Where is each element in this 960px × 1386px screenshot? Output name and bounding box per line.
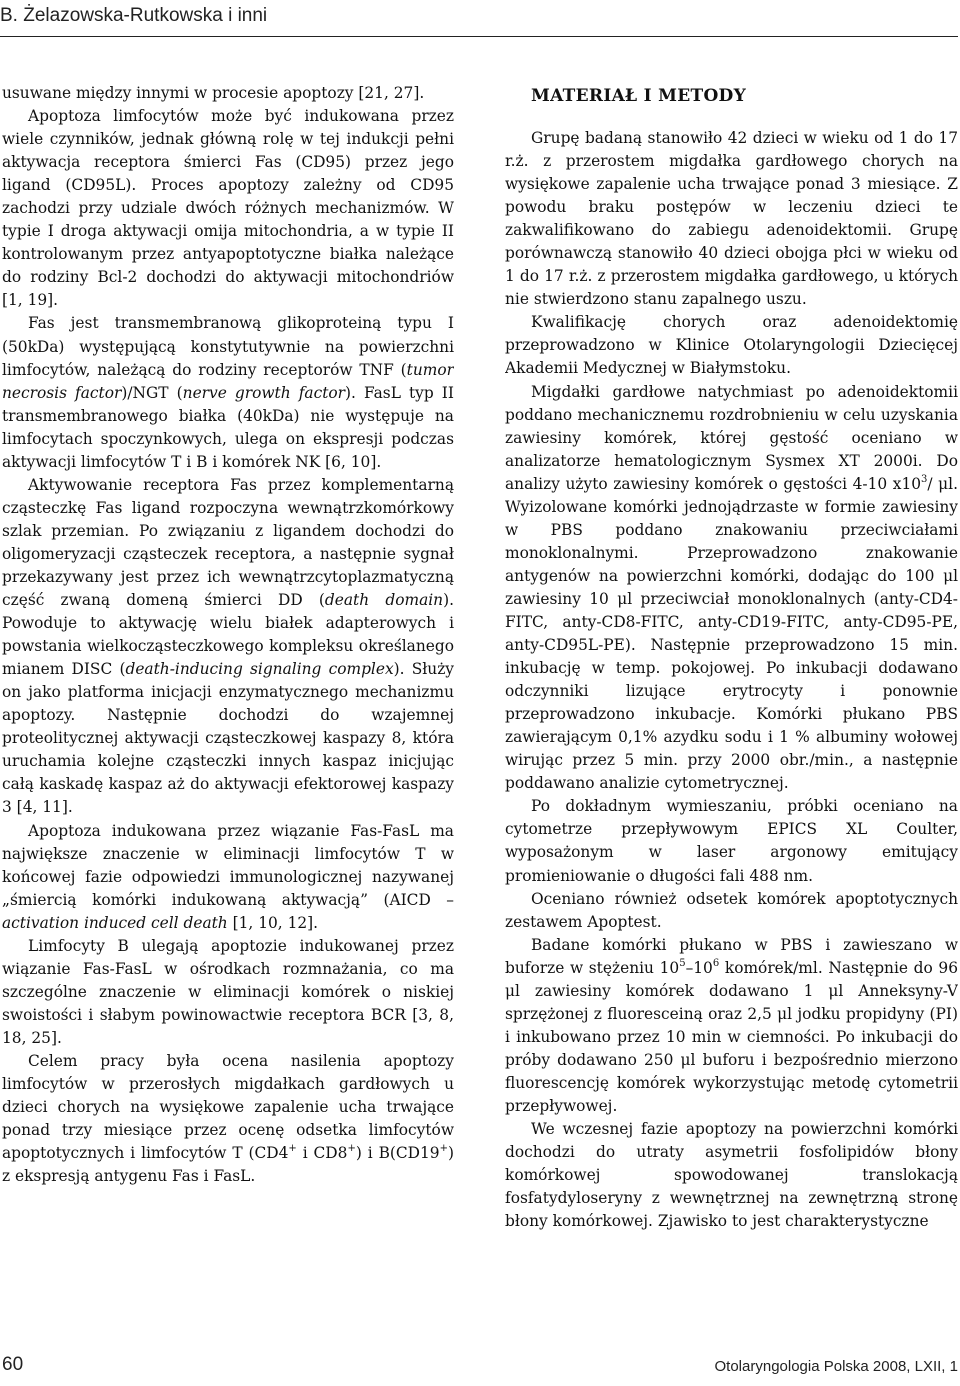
text-run: / μl. Wyizolowane komórki jednojądrzaste w formie zawiesiny w PBS poddano znakowaniu przeciwciałami monoklonalnymi. Przeprowadzono znakowanie antygenów na powierzchni komórki, dodając do 100 μl zawiesiny 10 μl przeciwciał monoklonalnych (anty-CD4-FITC, anty-CD8-FITC, anty-CD19-FITC, anty-CD95-PE, anty-CD95L-PE). Następnie przeprowadzono 15 min. inkubację w temp. pokojowej. Po inkubacji dodawano odczynniki lizujące erytrocyty i ponownie przeprowadzono inkubacje. Komórki płukano PBS zawierającym 0,1% azydku sodu i 1 % albuminy wołowej wirując przez 5 min. przy 2000 obr./min., a następnie poddawano analizie cytometrycznej. [505,474,958,793]
text-run: Fas jest transmembranową glikoproteiną typu I (50kDa) występującą konstytutywnie na powierzchni limfocytów, należącą do rodziny receptorów TNF ( [2,314,454,379]
italic-term: death-inducing signaling complex [125,660,394,679]
paragraph: We wczesnej fazie apoptozy na powierzchni komórki dochodzi do utraty asymetrii fosfolipidów błony komórkowej spowodowanej translokacją fosfatydyloseryny z wewnętrznej na zewnętrzną stronę błony komórkowej. Zjawisko to jest charakterystyczne [505,1120,958,1231]
paragraph: usuwane między innymi w procesie apoptozy [21, 27]. [2,84,425,102]
text-run: ). Służy on jako platforma inicjacji enzymatycznego mechanizmu apoptozy. Następnie dochodzi do wzajemnej proteolitycznej aktywacji cząsteczkowej kaspazy 8, która uruchamia kolejne cząsteczki innych kaspaz inicjując całą kaskadę kaspaz aż do aktywacji efektorowej kaspazy 3 [4, 11]. [2,660,454,817]
paragraph [2,312,454,473]
section-title: MATERIAŁ I METODY [531,86,747,106]
journal-citation: Otolaryngologia Polska 2008, LXII, 1 [714,1358,958,1375]
paragraph: Oceniano również odsetek komórek apoptotycznych zestawem Apoptest. [505,889,958,931]
text-run: ). Powoduje to aktywację wielu białek adapterowych i powstania wielkocząsteczkowego kompleksu określanego mianem DISC ( [2,591,454,679]
paragraph [2,474,454,820]
left-column [2,82,454,1342]
right-column [505,84,958,1344]
text-run: ) i B(CD19 [355,1144,440,1163]
superscript: 3 [921,473,928,485]
paragraph: Grupę badaną stanowiło 42 dzieci w wieku od 1 do 17 r.ż. z przerostem migdałka gardłowego chorych na wysiękowe zapalenie ucha trwające ponad 3 miesiące. Z powodu braku postępów w leczeniu dzieci te zakwalifikowano do zabiegu adenoidektomii. Grupę porównawczą stanowiło 40 dzieci obojga płci w wieku od 1 do 17 r.ż. z przerostem migdałka gardłowego, u których nie stwierdzono stanu zapalnego uszu. [505,129,958,309]
paragraph: Po dokładnym wymieszaniu, próbki oceniano na cytometrze przepływowym EPICS XL Coulter, wyposażonym w laser argonowy emitujący promieniowanie o długości fali 488 nm. [505,797,958,885]
paragraph [2,820,454,935]
text-run: Badane komórki płukano w PBS i zawieszano w buforze w stężeniu 10 [505,935,958,977]
text-run: Aktywowanie receptora Fas przez komplementarną cząsteczkę Fas ligand rozpoczyna wewnątrzkomórkowy szlak przemian. Po związaniu z ligandem dochodzi do oligomeryzacji cząsteczek receptora, a następnie sygnał przekazywany jest przez ich wewnątrzcytoplazmatyczną część zwaną domeną śmierci DD ( [2,475,454,610]
page-number: 60 [2,1354,24,1375]
superscript: 5 [679,957,686,969]
italic-term: tumor necrosis factor [2,360,454,402]
italic-term: nerve growth factor [182,383,346,402]
italic-term: death domain [324,591,444,610]
paragraph: Kwalifikację chorych oraz adenoidektomię przeprowadzono w Klinice Otolaryngologii Dziecięcej Akademii Medycznej w Białymstoku. [505,313,958,378]
superscript: + [439,1143,448,1155]
text-run: Apoptoza indukowana przez wiązanie Fas-FasL ma największe znaczenie w eliminacji limfocytów T w końcowej fazie odpowiedzi immunologicznej nazywanej „śmiercią komórki indukowaną aktywacją” (AICD – [2,821,454,909]
text-run: [1, 10, 12]. [227,913,319,932]
paragraph [2,1050,454,1188]
superscript: + [288,1143,297,1155]
paragraph: Apoptoza limfocytów może być indukowana przez wiele czynników, jednak główną rolę w tej indukcji pełni aktywacja receptora śmierci Fas (CD95) przez jego ligand (CD95L). Proces apoptozy zależny od CD95 zachodzi przy udziale dwóch różnych mechanizmów. W typie I droga aktywacji omija mitochondria, a w typie II kontrolowanym przez antyapoptotyczne białka należące do rodziny Bcl-2 dochodzi do aktywacji mitochondriów [1, 19]. [2,107,454,310]
running-title: B. Żelazowska-Rutkowska i inni [0,5,268,26]
paragraph [505,934,958,1118]
text-run: –10 [685,958,713,977]
text-run: )/NGT ( [121,383,183,402]
paragraph [505,381,958,796]
text-run: ) z ekspresją antygenu Fas i FasL. [2,1144,454,1186]
text-run: ). FasL typ II transmembranowego białka (40kDa) nie występuje na limfocytach spoczynkowych, ulega on ekspresji podczas aktywacji limfocytów T i B i komórek NK [6, 10]. [2,383,454,471]
text-run: komórek/ml. Następnie do 96 μl zawiesiny komórek dodawano 1 μl Anneksyny-V sprzężonej z fluoresceiną oraz 2,5 μl jodku propidyny (PI) i inkubowano przez 10 min w ciemności. Po inkubacji do próby dodawano 250 μl buforu i bezpośrednio mierzono fluorescencję komórek wykorzystując metodę cytometrii przepływowej. [505,958,958,1115]
superscript: 6 [712,957,720,969]
text-run: i CD8 [296,1144,348,1163]
text-run: Migdałki gardłowe natychmiast po adenoidektomii poddano mechanicznemu rozdrobnieniu w celu uzyskania zawiesiny komórek, której gęstość oceniano w analizatorze hematologicznym Sysmex XT 2000i. Do analizy użyto zawiesiny komórek o gęstości 4-10 x10 [505,382,958,493]
text-run: Celem pracy była ocena nasilenia apoptozy limfocytów w przerosłych migdałkach gardłowych u dzieci chorych na wysiękowe zapalenie ucha trwające ponad trzy miesiące przez ocenę odsetka limfocytów apoptotycznych i limfocytów T (CD4 [2,1051,454,1163]
italic-term: activation induced cell death [2,913,228,932]
running-header [0,2,958,37]
superscript: + [347,1143,356,1155]
paragraph: Limfocyty B ulegają apoptozie indukowanej przez wiązanie Fas-FasL w ośrodkach rozmnażania, co ma szczególne znaczenie w eliminacji komórek o niskiej swoistości i słabym powinowactwie receptora BCR [3, 8, 18, 25]. [2,936,454,1047]
